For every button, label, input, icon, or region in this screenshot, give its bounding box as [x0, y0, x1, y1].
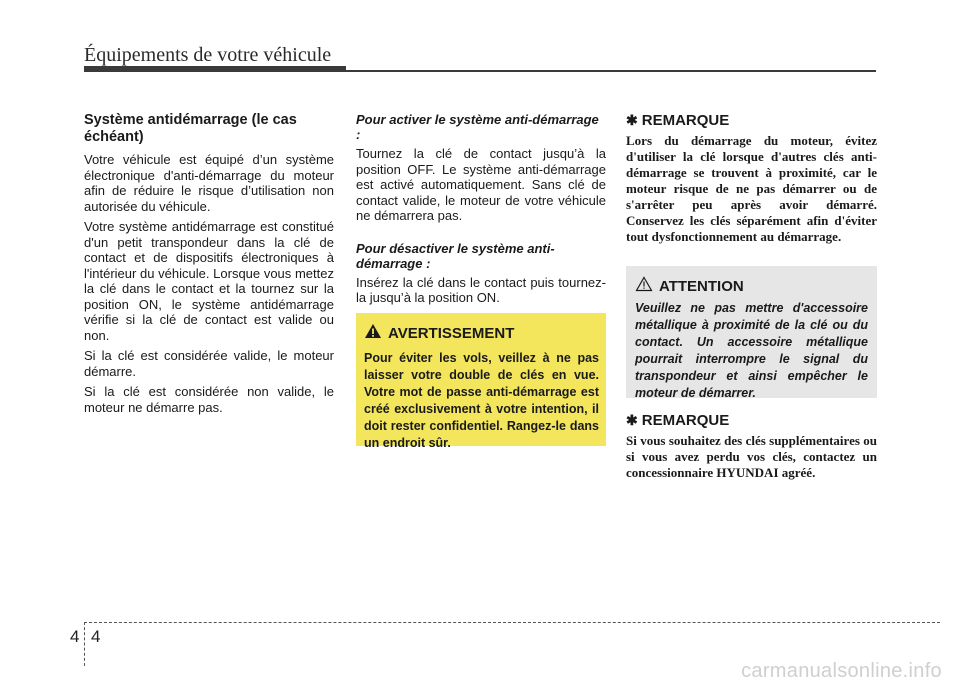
- column-activation: [356, 112, 606, 311]
- chapter-title: Équipements de votre véhicule: [84, 44, 332, 66]
- attention-text: Veuillez ne pas mettre d'accessoire métallique à proximité de la clé ou du contact. Un accessoire métallique pourrait interrompre le signal du transpondeur et ainsi empêcher le moteur de démarrer.: [635, 301, 868, 400]
- deactivate-heading: Pour désactiver le système anti-démarrage :: [356, 240, 555, 271]
- footer-rule: [84, 622, 940, 623]
- warning-triangle-icon: [364, 323, 382, 344]
- remark-2-text: Si vous souhaitez des clés supplémentaires ou si vous avez perdu vos clés, contactez un concessionnaire HYUNDAI agréé.: [626, 433, 877, 480]
- watermark: carmanualsonline.info: [741, 660, 942, 682]
- remark-1: [626, 112, 877, 245]
- paragraph-invalid-key: Si la clé est considérée non valide, le moteur ne démarre pas.: [84, 384, 334, 415]
- remark-1-text: Lors du démarrage du moteur, évitez d'utiliser la clé lorsque d'autres clés anti-démarrage se trouvent à proximité, car le moteur risque de ne pas démarrer ou de s'arrêter peu après avoir démarré. Conservez les clés séparément afin d'éviter tout dysfonctionnement au démarrage.: [626, 133, 877, 244]
- footer-divider: [84, 622, 85, 666]
- activate-text: Tournez la clé de contact jusqu’à la position OFF. Le système anti-démarrage est activé automatiquement. Sans clé de contact valide, le moteur de votre véhicule ne démarrera pas.: [356, 146, 606, 223]
- header-rule: [346, 70, 876, 72]
- remark-2-title: REMARQUE: [641, 412, 730, 429]
- warning-title: AVERTISSEMENT: [388, 325, 515, 342]
- attention-title: ATTENTION: [659, 278, 744, 295]
- activate-heading: Pour activer le système anti-démarrage :: [356, 112, 599, 142]
- warning-text: Pour éviter les vols, veillez à ne pas laisser votre double de clés en vue. Votre mot de passe anti-démarrage est créé exclusivement à votre intention, il doit rester confidentiel. Rangez-le dans un endroit sûr.: [364, 351, 599, 450]
- remark-star-icon: ✱: [626, 112, 638, 128]
- paragraph-system: Votre système antidémarrage est constitué d'un petit transpondeur dans la clé de contact et de dispositifs électroniques à l'intérieur du véhicule. Lorsque vous mettez la clé dans le contact et la tournez sur la position ON, le système antidémarrage vérifie si la clé de contact est valide ou non.: [84, 219, 334, 343]
- page-chapter-number: 4: [70, 627, 80, 646]
- paragraph-valid-key: Si la clé est considérée valide, le moteur démarre.: [84, 348, 334, 379]
- header-bar: [84, 66, 346, 72]
- column-immobilizer: [84, 112, 334, 420]
- warning-box: [356, 313, 606, 450]
- remark-2: [626, 412, 877, 481]
- remark-star-icon: ✱: [626, 412, 638, 428]
- paragraph-intro: Votre véhicule est équipé d’un système électronique d'anti-démarrage du moteur afin de réduire le risque d’utilisation non autorisée du véhicule.: [84, 152, 334, 214]
- page-number: 4: [91, 627, 101, 646]
- deactivate-text: Insérez la clé dans le contact puis tournez-la jusqu’à la position ON.: [356, 274, 606, 305]
- section-heading-immobilizer: Système antidémarrage (le cas échéant): [84, 112, 297, 145]
- attention-box: [626, 266, 877, 398]
- remark-1-title: REMARQUE: [641, 112, 730, 129]
- caution-triangle-icon: [635, 276, 653, 297]
